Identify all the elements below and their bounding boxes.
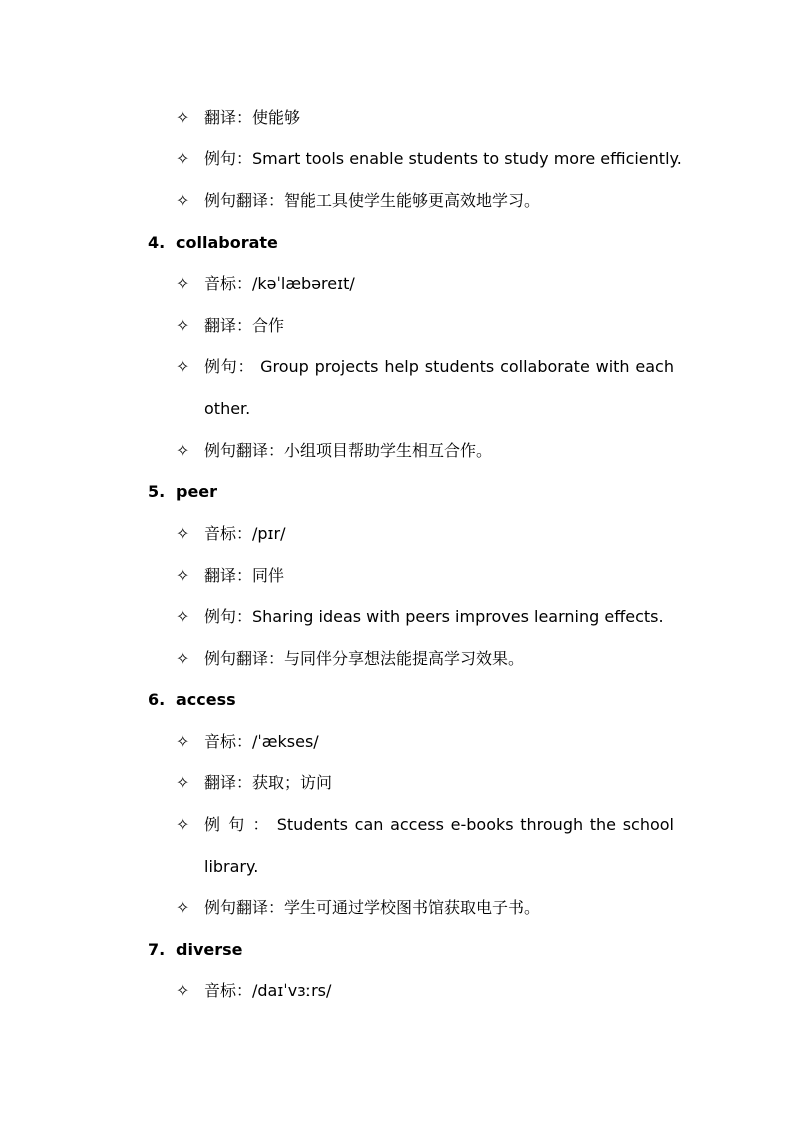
bullet-translation xyxy=(176,316,284,336)
entry-number: 6. xyxy=(148,690,166,709)
bullet-icon: ✧ xyxy=(176,191,190,210)
bullet-icon: ✧ xyxy=(176,357,190,376)
bullet-phonetic xyxy=(176,274,355,294)
entry-heading xyxy=(148,482,217,502)
entry-number: 5. xyxy=(148,482,166,501)
translation-text: 翻译：同伴 xyxy=(204,566,285,585)
example-translation-text: 例句翻译：学生可通过学校图书馆获取电子书。 xyxy=(204,898,541,917)
example-translation-text: 例句翻译：与同伴分享想法能提高学习效果。 xyxy=(204,649,525,668)
bullet-icon: ✧ xyxy=(176,732,190,751)
entry-word: diverse xyxy=(176,940,243,959)
translation-text: 翻译：获取；访问 xyxy=(204,773,333,792)
example-text: 例句： Group projects help students collaborate with each xyxy=(204,357,674,376)
phonetic-text: 音标：/kəˈlæbəreɪt/ xyxy=(204,274,355,293)
example-continuation: other. xyxy=(204,399,251,418)
bullet-example-translation xyxy=(176,898,540,918)
entry-heading xyxy=(148,940,242,960)
bullet-translation xyxy=(176,108,300,128)
entry-word: peer xyxy=(176,482,218,501)
bullet-icon: ✧ xyxy=(176,441,190,460)
bullet-icon: ✧ xyxy=(176,566,190,585)
bullet-icon: ✧ xyxy=(176,149,190,168)
entry-word: collaborate xyxy=(176,233,278,252)
bullet-icon: ✧ xyxy=(176,773,190,792)
bullet-example xyxy=(176,815,674,835)
bullet-icon: ✧ xyxy=(176,524,190,543)
bullet-translation xyxy=(176,773,332,793)
entry-number: 4. xyxy=(148,233,166,252)
example-translation-text: 例句翻译：智能工具使学生能够更高效地学习。 xyxy=(204,191,541,210)
bullet-phonetic xyxy=(176,981,331,1001)
bullet-example xyxy=(176,149,682,169)
bullet-icon: ✧ xyxy=(176,649,190,668)
phonetic-text: 音标：/pɪr/ xyxy=(204,524,286,543)
example-text: 例句：Smart tools enable students to study more efficiently. xyxy=(204,149,682,168)
bullet-icon: ✧ xyxy=(176,108,190,127)
translation-text: 翻译：使能够 xyxy=(204,108,301,127)
bullet-example-translation xyxy=(176,649,524,669)
bullet-example xyxy=(176,357,674,377)
bullet-phonetic xyxy=(176,732,319,752)
bullet-phonetic xyxy=(176,524,285,544)
bullet-icon: ✧ xyxy=(176,316,190,335)
entry-heading xyxy=(148,233,278,253)
example-translation-text: 例句翻译：小组项目帮助学生相互合作。 xyxy=(204,441,493,460)
translation-text: 翻译：合作 xyxy=(204,316,285,335)
phonetic-text: 音标：/ˈækses/ xyxy=(204,732,319,751)
bullet-icon: ✧ xyxy=(176,898,190,917)
bullet-icon: ✧ xyxy=(176,607,190,626)
bullet-icon: ✧ xyxy=(176,815,190,834)
bullet-example xyxy=(176,607,664,627)
example-text: 例 句 ： Students can access e-books through the school xyxy=(204,815,674,834)
example-text: 例句：Sharing ideas with peers improves learning effects. xyxy=(204,607,664,626)
entry-heading xyxy=(148,690,236,710)
bullet-example-translation xyxy=(176,191,540,211)
entry-word: access xyxy=(176,690,236,709)
bullet-icon: ✧ xyxy=(176,274,190,293)
bullet-icon: ✧ xyxy=(176,981,190,1000)
example-continuation: library. xyxy=(204,857,259,876)
phonetic-text: 音标：/daɪˈvɜːrs/ xyxy=(204,981,332,1000)
bullet-translation xyxy=(176,566,284,586)
bullet-example-translation xyxy=(176,441,492,461)
entry-number: 7. xyxy=(148,940,166,959)
